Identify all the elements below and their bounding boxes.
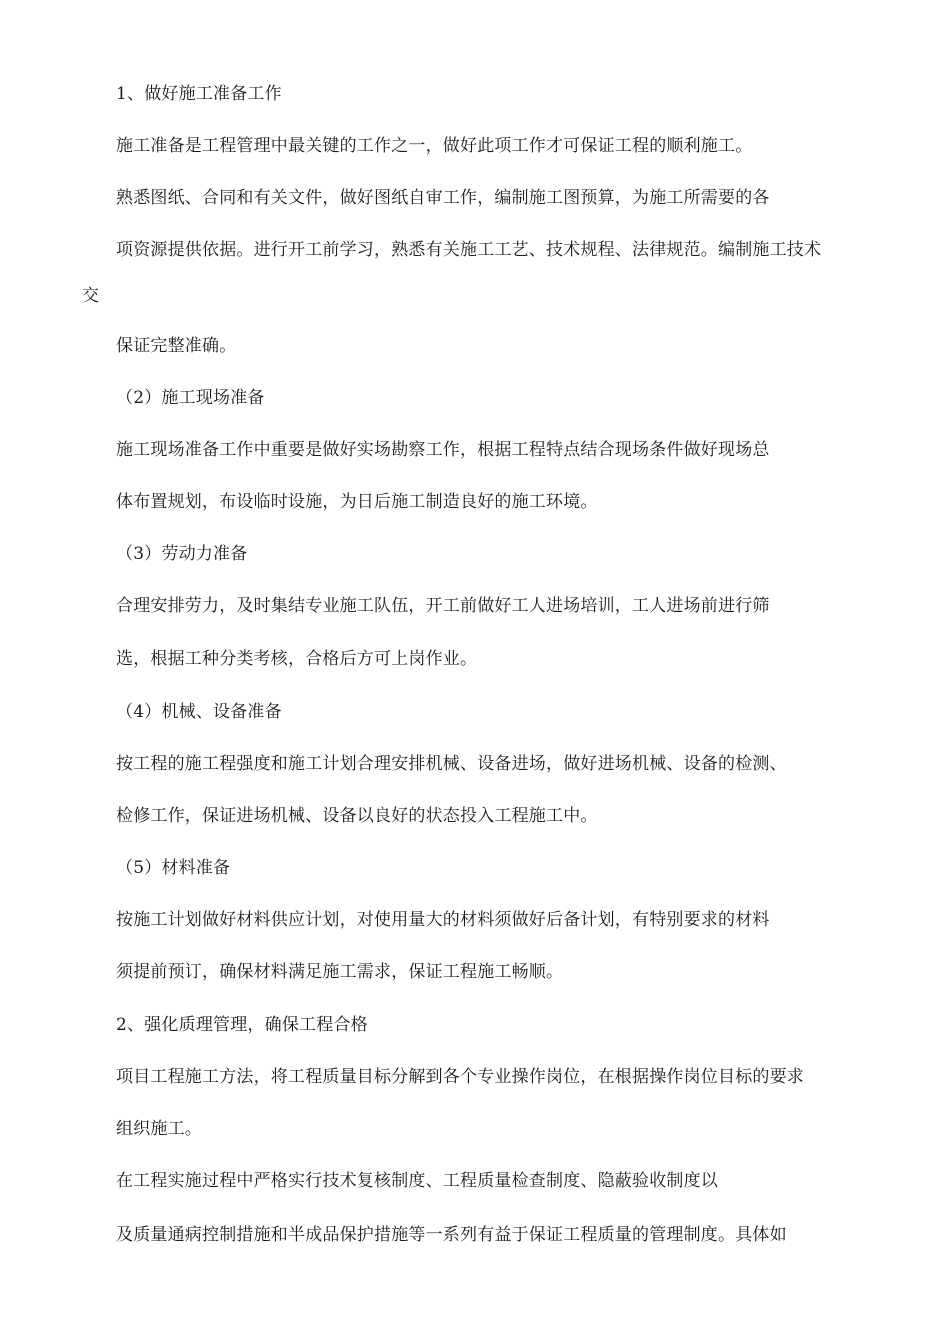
subheading-4: （4）机械、设备准备 — [116, 702, 282, 722]
subheading-5: （5）材料准备 — [116, 858, 231, 878]
paragraph-line: 项资源提供依据。进行开工前学习，熟悉有关施工工艺、技术规程、法律规范。编制施工技术 — [116, 240, 822, 260]
subheading-3: （3）劳动力准备 — [116, 544, 248, 564]
paragraph-line: 合理安排劳力，及时集结专业施工队伍，开工前做好工人进场培训，工人进场前进行筛 — [116, 596, 770, 616]
paragraph-line: 检修工作，保证进场机械、设备以良好的状态投入工程施工中。 — [116, 806, 598, 826]
paragraph-line: 施工现场准备工作中重要是做好实场勘察工作，根据工程特点结合现场条件做好现场总 — [116, 440, 770, 460]
heading-1: 1、做好施工准备工作 — [116, 84, 282, 104]
paragraph-line: 须提前预订，确保材料满足施工需求，保证工程施工畅顺。 — [116, 962, 564, 982]
paragraph-line: 及质量通病控制措施和半成品保护措施等一系列有益于保证工程质量的管理制度。具体如 — [116, 1225, 787, 1245]
paragraph-line: 组织施工。 — [116, 1119, 202, 1139]
paragraph-line: 体布置规划，布设临时设施，为日后施工制造良好的施工环境。 — [116, 492, 598, 512]
subheading-2: （2）施工现场准备 — [116, 388, 265, 408]
paragraph-line-wrap: 交 — [82, 286, 100, 306]
paragraph-line: 按施工计划做好材料供应计划，对使用量大的材料须做好后备计划，有特别要求的材料 — [116, 910, 770, 930]
paragraph-line: 在工程实施过程中严格实行技术复核制度、工程质量检查制度、隐蔽验收制度以 — [116, 1171, 718, 1191]
paragraph-line: 施工准备是工程管理中最关键的工作之一，做好此项工作才可保证工程的顺利施工。 — [116, 136, 753, 156]
paragraph-line: 项目工程施工方法，将工程质量目标分解到各个专业操作岗位，在根据操作岗位目标的要求 — [116, 1067, 804, 1087]
paragraph-line: 选，根据工种分类考核，合格后方可上岗作业。 — [116, 649, 478, 669]
paragraph-line: 按工程的施工程强度和施工计划合理安排机械、设备进场，做好进场机械、设备的检测、 — [116, 754, 787, 774]
paragraph-line: 熟悉图纸、合同和有关文件，做好图纸自审工作，编制施工图预算，为施工所需要的各 — [116, 188, 770, 208]
paragraph-line: 保证完整准确。 — [116, 336, 237, 356]
heading-2: 2、强化质理管理，确保工程合格 — [116, 1015, 368, 1035]
